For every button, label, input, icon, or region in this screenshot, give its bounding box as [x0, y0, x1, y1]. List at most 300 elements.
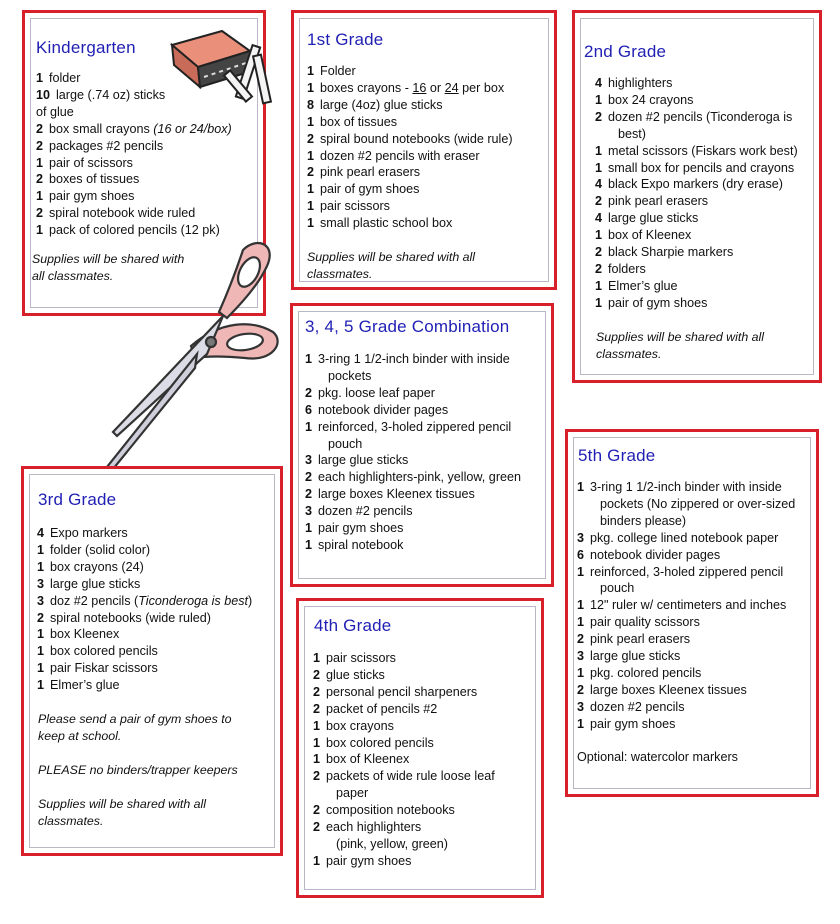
supply-item [577, 631, 817, 648]
quantity: 2 [36, 172, 44, 187]
item-label: folder (solid color) [50, 542, 151, 557]
item-text [318, 352, 510, 366]
quantity: 6 [577, 547, 585, 562]
card-title: Kindergarten [36, 38, 136, 57]
item-label: large glue sticks [50, 576, 141, 591]
item-text [590, 666, 701, 680]
item-label: pair Fiskar scissors [50, 661, 158, 676]
item-label: box 24 crayons [608, 92, 694, 107]
item-label: each highlighters [326, 820, 422, 835]
eraser-chalk-clipart [162, 25, 288, 107]
supply-item [313, 684, 541, 701]
supply-item [577, 530, 817, 547]
item-label: packet of pencils #2 [326, 701, 438, 716]
item-text [320, 216, 452, 230]
card-title: 3, 4, 5 Grade Combination [305, 317, 510, 336]
supply-item [313, 853, 541, 870]
supply-item [595, 92, 820, 109]
item-label: composition notebooks [326, 803, 455, 818]
item-label: pair scissors [326, 651, 396, 665]
item-label: box small crayons [49, 121, 154, 136]
item-continuation: pockets (No zippered or over-sized [600, 496, 796, 511]
supply-item [595, 278, 820, 295]
binders-note: PLEASE no binders/trapper keepers [38, 763, 238, 777]
supply-item [313, 718, 541, 735]
item-label: pkg. college lined notebook paper [590, 530, 779, 545]
supply-item [595, 210, 820, 227]
item-text [318, 504, 413, 518]
item-text [318, 386, 435, 400]
supply-item [307, 80, 555, 97]
quantity: 1 [307, 216, 315, 231]
item-text [318, 538, 403, 552]
item-label: black Sharpie markers [608, 245, 734, 260]
item-label: large boxes Kleenex tissues [590, 682, 747, 697]
supply-item [36, 205, 262, 222]
item-text [49, 172, 139, 186]
shared-note: Supplies will be shared with all classmates. [307, 250, 476, 281]
item-text [608, 279, 678, 293]
item-label: dozen #2 pencils with eraser [320, 148, 480, 163]
supply-item [577, 479, 817, 530]
item-text [326, 736, 434, 750]
quantity: 1 [305, 521, 313, 536]
item-text [590, 615, 700, 629]
quantity: 8 [307, 97, 315, 112]
item-text [56, 88, 165, 102]
supply-item [37, 677, 281, 694]
supply-item [305, 419, 550, 453]
gym-shoes-note: Please send a pair of gym shoes to keep at school. [38, 712, 232, 743]
shared-note: Supplies will be shared with all classmates. [32, 252, 185, 283]
item-text [320, 199, 390, 213]
supply-list [577, 479, 817, 733]
supply-item [305, 385, 550, 402]
item-label: pkg. colored pencils [590, 665, 702, 680]
item-text [590, 598, 786, 612]
quantity: 1 [36, 155, 44, 170]
supply-item [595, 143, 820, 160]
quantity: 4 [37, 526, 45, 540]
item-text [49, 71, 81, 85]
item-label: folders [608, 261, 646, 276]
item-label: pair gym shoes [326, 853, 412, 868]
supply-item [595, 176, 820, 193]
supply-item [595, 227, 820, 244]
quantity: 2 [36, 121, 44, 136]
quantity: 4 [595, 76, 603, 90]
card-fifth-grade [565, 429, 819, 797]
item-label: dozen #2 pencils [318, 504, 413, 519]
item-label: pair gym shoes [590, 716, 676, 731]
item-label-end: ) [248, 593, 253, 608]
quantity: 2 [307, 165, 315, 180]
supply-item [307, 131, 555, 148]
item-label: pair scissors [320, 199, 390, 214]
supply-item [595, 193, 820, 210]
card-title: 5th Grade [578, 446, 656, 465]
item-continuation: pockets [328, 368, 372, 383]
item-text [50, 627, 119, 641]
item-label-italic: Ticonderoga is best [138, 593, 249, 608]
quantity: 1 [36, 71, 44, 85]
item-label: each highlighters-pink, yellow, green [318, 470, 522, 485]
supply-item [307, 164, 555, 181]
item-text [608, 93, 693, 107]
item-label: reinforced, 3-holed zippered pencil [590, 564, 784, 579]
item-text [318, 403, 448, 417]
quantity: 1 [577, 716, 585, 731]
item-label: large boxes Kleenex tissues [318, 487, 475, 502]
quantity: 1 [307, 80, 315, 95]
supply-item [577, 716, 817, 733]
item-label: box crayons (24) [50, 559, 144, 574]
item-text [50, 611, 211, 625]
item-label: box of Kleenex [608, 228, 692, 243]
supply-item [313, 701, 541, 718]
supply-item [37, 660, 281, 677]
item-label: 3-ring 1 1/2-inch binder with inside [590, 480, 782, 494]
item-label: Elmer’s glue [608, 278, 678, 293]
quantity: 1 [595, 228, 603, 243]
quantity: 1 [595, 295, 603, 310]
quantity: 1 [307, 182, 315, 197]
item-text [49, 122, 232, 136]
item-text [320, 182, 419, 196]
quantity: 1 [305, 419, 313, 434]
item-text [590, 548, 720, 562]
item-text [326, 668, 385, 682]
card-title: 2nd Grade [584, 42, 667, 61]
item-text [50, 560, 144, 574]
item-label: notebook divider pages [318, 402, 449, 417]
quantity: 2 [313, 667, 321, 682]
item-label-end: per box [458, 80, 505, 95]
item-label: notebook divider pages [590, 547, 721, 562]
quantity: 3 [577, 530, 585, 545]
supply-item [313, 768, 541, 802]
item-label: large (4oz) glue sticks [320, 97, 443, 112]
item-label: black Expo markers (dry erase) [608, 177, 783, 192]
item-label: box colored pencils [326, 735, 434, 750]
supply-list [37, 525, 281, 694]
quantity: 2 [305, 385, 313, 400]
supply-item [595, 295, 820, 312]
item-label: pink pearl erasers [320, 165, 421, 180]
item-label: large (.74 oz) sticks [56, 87, 166, 102]
item-label: box of Kleenex [326, 752, 410, 767]
quantity: 1 [577, 598, 585, 613]
item-label: box crayons [326, 718, 394, 733]
quantity: 3 [37, 576, 45, 591]
supply-item [37, 559, 281, 576]
item-continuation: paper [336, 786, 369, 801]
quantity: 2 [577, 632, 585, 647]
supply-item [305, 537, 550, 554]
item-label: dozen #2 pencils (Ticonderoga is [608, 109, 793, 124]
supply-item [307, 148, 555, 165]
item-text [326, 719, 394, 733]
quantity: 1 [305, 537, 313, 552]
supply-item [37, 576, 281, 593]
quantity: 1 [307, 148, 315, 163]
item-text [320, 165, 420, 179]
item-label: packages #2 pencils [49, 138, 164, 153]
supply-item [37, 525, 281, 542]
item-continuation: best) [618, 126, 646, 141]
supply-item [577, 547, 817, 564]
item-text [590, 632, 690, 646]
quantity: 1 [37, 661, 45, 676]
card-second-grade [572, 10, 822, 383]
quantity: 2 [313, 701, 321, 716]
quantity: 1 [577, 564, 585, 579]
item-text [326, 769, 495, 783]
item-text [590, 649, 680, 663]
quantity: 2 [36, 138, 44, 153]
item-text [590, 480, 782, 494]
supply-item [595, 109, 820, 143]
card-first-grade [291, 10, 557, 290]
card-title: 4th Grade [314, 616, 392, 635]
quantity: 1 [36, 223, 44, 238]
item-label: boxes crayons - [320, 80, 413, 95]
item-label: highlighters [608, 76, 673, 90]
item-text [49, 223, 220, 237]
supply-item [305, 469, 550, 486]
item-text [590, 565, 783, 579]
supply-item [305, 452, 550, 469]
supply-list [305, 351, 550, 554]
quantity: 1 [307, 64, 315, 78]
item-text [608, 194, 708, 208]
item-label: Folder [320, 64, 356, 78]
quantity: 2 [37, 610, 45, 625]
supply-item [577, 614, 817, 631]
quantity: 2 [313, 803, 321, 818]
quantity: 2 [595, 194, 603, 209]
scissors-clipart [95, 238, 295, 478]
quantity: 10 [36, 87, 51, 102]
item-label: folder [49, 71, 81, 85]
item-text [326, 702, 437, 716]
item-text [608, 211, 698, 225]
item-text [326, 752, 409, 766]
supply-item [305, 351, 550, 385]
item-label: pair gym shoes [318, 521, 404, 536]
quantity: 1 [595, 278, 603, 293]
item-label: large glue sticks [608, 211, 699, 226]
item-label: Elmer’s glue [50, 678, 120, 693]
item-text [50, 594, 252, 608]
quantity: 1 [37, 627, 45, 642]
item-text [318, 487, 475, 501]
item-label: small box for pencils and crayons [608, 160, 795, 175]
item-label: box Kleenex [50, 627, 120, 642]
item-text [590, 531, 778, 545]
item-label-italic: (16 or 24/box) [153, 121, 232, 136]
item-label: reinforced, 3-holed zippered pencil [318, 419, 512, 434]
quantity: 1 [313, 735, 321, 750]
item-text [49, 139, 163, 153]
quantity: 1 [37, 644, 45, 659]
supply-item [37, 643, 281, 660]
quantity: 4 [595, 177, 603, 192]
quantity: 1 [595, 160, 603, 175]
item-text [608, 76, 672, 90]
supply-item [305, 503, 550, 520]
supply-item [305, 486, 550, 503]
item-label: personal pencil sharpeners [326, 684, 478, 699]
supply-item [307, 63, 555, 80]
item-text [320, 149, 480, 163]
quantity: 2 [595, 245, 603, 260]
item-text [320, 132, 513, 146]
card-title: 1st Grade [307, 30, 384, 49]
supply-item [577, 597, 817, 614]
item-text [590, 683, 747, 697]
item-text [318, 420, 511, 434]
quantity: 6 [305, 402, 313, 417]
item-text [320, 115, 397, 129]
quantity: 3 [305, 453, 313, 468]
supply-item [577, 665, 817, 682]
quantity: 2 [307, 131, 315, 146]
supply-list [595, 75, 820, 312]
supply-item [36, 155, 262, 172]
item-continuation: (pink, yellow, green) [336, 836, 448, 851]
supply-item [307, 198, 555, 215]
quantity: 2 [305, 470, 313, 485]
supply-item [305, 402, 550, 419]
quantity: 1 [37, 678, 45, 693]
item-label: boxes of tissues [49, 172, 140, 187]
supply-item [313, 751, 541, 768]
item-label: spiral notebook [318, 537, 404, 552]
shared-note: Supplies will be shared with all classmates. [38, 797, 207, 828]
item-continuation: binders please) [600, 513, 687, 528]
quantity: 1 [313, 853, 321, 868]
item-text [326, 854, 411, 868]
item-text [49, 156, 133, 170]
supply-item [313, 802, 541, 819]
quantity: 1 [577, 665, 585, 680]
quantity: 3 [305, 504, 313, 519]
supply-item [577, 648, 817, 665]
item-label: large glue sticks [318, 453, 409, 468]
item-text [326, 803, 455, 817]
quantity: 1 [307, 114, 315, 129]
quantity: 1 [36, 189, 44, 204]
quantity: 2 [313, 769, 321, 784]
item-text [320, 98, 443, 112]
supply-item [595, 160, 820, 177]
item-label: packets of wide rule loose leaf [326, 769, 495, 784]
item-label: small plastic school box [320, 216, 453, 231]
supply-item [313, 650, 541, 667]
quantity: 1 [577, 615, 585, 630]
item-label: spiral notebook wide ruled [49, 206, 196, 221]
quantity: 2 [595, 261, 603, 276]
item-text [326, 820, 421, 834]
item-continuation: pouch [600, 581, 635, 596]
item-text [50, 661, 158, 675]
item-text [608, 296, 707, 310]
item-label: pack of colored pencils (12 pk) [49, 223, 220, 238]
supply-list [313, 650, 541, 870]
item-text [318, 453, 408, 467]
item-text [50, 526, 128, 540]
option-underlined: 16 [412, 80, 427, 95]
item-label: spiral notebooks (wide ruled) [50, 610, 212, 625]
supply-item [36, 121, 262, 138]
supply-item [577, 564, 817, 598]
item-label: pair quality scissors [590, 615, 700, 630]
supply-item [37, 593, 281, 610]
supply-item [313, 819, 541, 853]
item-label: pink pearl erasers [590, 632, 691, 647]
item-label: spiral bound notebooks (wide rule) [320, 131, 513, 146]
item-text [318, 521, 403, 535]
quantity: 2 [313, 820, 321, 835]
item-text [49, 206, 195, 220]
supply-item [595, 244, 820, 261]
quantity: 4 [595, 211, 603, 226]
optional-note: Optional: watercolor markers [577, 750, 738, 764]
quantity: 1 [595, 143, 603, 158]
quantity: 1 [577, 480, 585, 494]
supply-list [307, 63, 555, 232]
item-text [49, 189, 134, 203]
item-continuation: of glue [36, 104, 74, 119]
item-text [50, 577, 140, 591]
card-fourth-grade [296, 598, 544, 898]
quantity: 3 [37, 593, 45, 608]
supply-item [37, 542, 281, 559]
item-text [608, 177, 783, 191]
supply-item [37, 626, 281, 643]
item-text [608, 245, 733, 259]
supply-item [307, 181, 555, 198]
item-text [318, 470, 521, 484]
supply-item [37, 610, 281, 627]
item-label: 3-ring 1 1/2-inch binder with inside [318, 352, 510, 366]
card-title: 3rd Grade [38, 490, 117, 509]
supply-item [577, 682, 817, 699]
quantity: 1 [37, 542, 45, 557]
shared-note: Supplies will be shared with all classmates. [596, 330, 765, 361]
quantity: 3 [577, 699, 585, 714]
item-label: box colored pencils [50, 644, 158, 659]
item-label: pair gym shoes [49, 189, 135, 204]
supply-item [305, 520, 550, 537]
item-label: pink pearl erasers [608, 194, 709, 209]
item-label: large glue sticks [590, 649, 681, 664]
quantity: 2 [577, 682, 585, 697]
item-text [50, 644, 158, 658]
quantity: 1 [313, 651, 321, 665]
quantity: 1 [595, 92, 603, 107]
item-text [326, 651, 396, 665]
item-label: Expo markers [50, 526, 128, 540]
quantity: 1 [313, 752, 321, 767]
item-text [608, 110, 792, 124]
item-label: doz #2 pencils ( [50, 593, 139, 608]
item-label: pair of gym shoes [608, 295, 708, 310]
option-underlined: 24 [444, 80, 459, 95]
item-text [608, 262, 646, 276]
item-label: metal scissors (Fiskars work best) [608, 143, 798, 158]
